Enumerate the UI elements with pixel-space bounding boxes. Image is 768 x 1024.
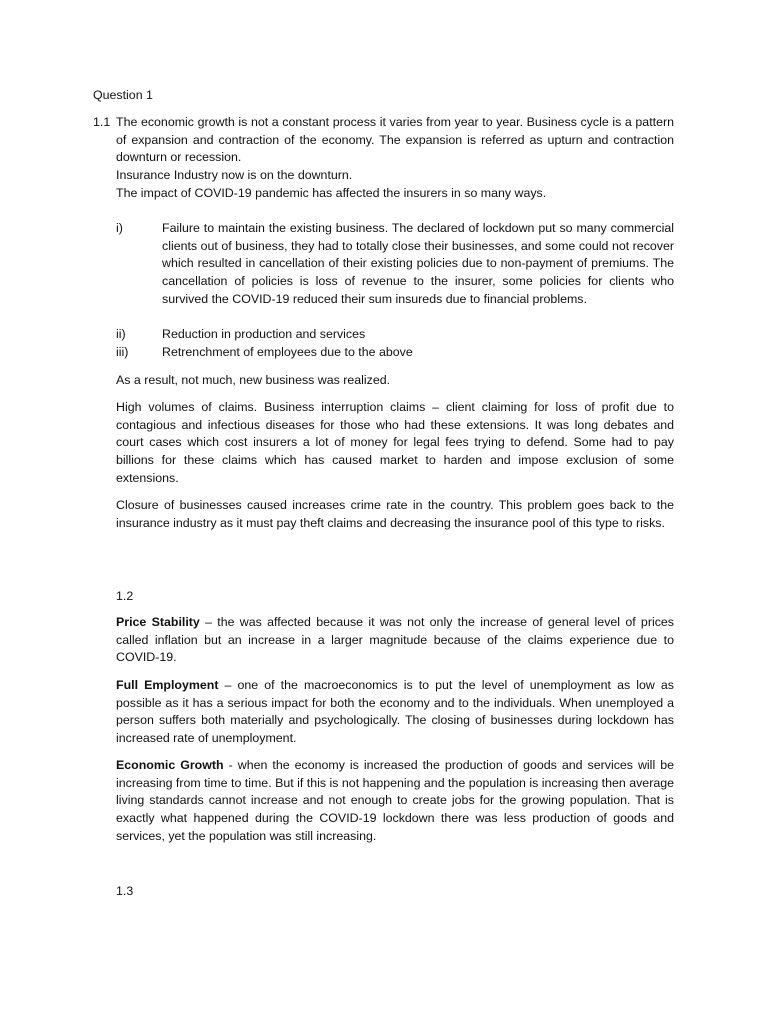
section-1-3-number: 1.3 xyxy=(116,884,134,898)
text-full-employment: – one of the macroeconomics is to put the level of unemployment as low as possible as it has a serious impact for both the economy and to the individuals. When unemployed a person suffers both materially and psychologically. The closing of businesses during lockdown has increased rate of unemployment. xyxy=(116,678,674,746)
section-1-2-number: 1.2 xyxy=(116,589,134,603)
section-1-1-intro xyxy=(116,114,674,203)
paragraph-closure: Closure of businesses caused increases crime rate in the country. This problem goes back to the insurance industry as it must pay theft claims and decreasing the insurance pool of this type to risks. xyxy=(116,498,674,530)
term-economic-growth: Economic Growth xyxy=(116,758,224,772)
list-marker-ii: ii) xyxy=(116,327,126,341)
list-item-ii: Reduction in production and services xyxy=(162,327,366,341)
list-item-i: Failure to maintain the existing business. The declared of lockdown put so many commercial clients out of business, they had to totally close their businesses, and some could not recover which resulted in cancellation of their existing policies due to non-payment of premiums. The cancellation of policies is loss of revenue to the insurer, some policies for clients who survived the COVID-19 reduced their sum insureds due to financial problems. xyxy=(162,221,674,306)
list-marker-i: i) xyxy=(116,221,123,235)
text-economic-growth: - when the economy is increased the production of goods and services will be increasing from time to time. But if this is not happening and the population is increasing then average living standards cannot increase and not enough to create jobs for the growing population. That is exactly what happened during the COVID-19 lockdown there was less production of goods and services, yet the population was still increasing. xyxy=(116,758,674,843)
intro-line-covid-impact: The impact of COVID-19 pandemic has affected the insurers in so many ways. xyxy=(116,185,547,200)
paragraph-economic-growth xyxy=(116,757,674,846)
term-price-stability: Price Stability xyxy=(116,615,200,629)
text-price-stability: – the was affected because it was not only the increase of general level of prices called inflation but an increase in a larger magnitude because of the claims experience due to COVID-19. xyxy=(116,615,674,665)
term-full-employment: Full Employment xyxy=(116,678,219,692)
list-marker-iii: iii) xyxy=(116,345,129,359)
paragraph-result: As a result, not much, new business was realized. xyxy=(116,373,391,387)
intro-paragraph: The economic growth is not a constant process it varies from year to year. Business cycle is a pattern of expansion and contraction of the economy. The expansion is referred as upturn and contraction downturn or recession. xyxy=(116,115,674,165)
paragraph-claims: High volumes of claims. Business interruption claims – client claiming for loss of profit due to contagious and infectious diseases for those who had these extensions. It was long debates and court cases which cost insurers a lot of money for legal fees trying to defend. Some had to pay billions for these claims which has caused market to harden and impose exclusion of some extensions. xyxy=(116,400,674,485)
paragraph-price-stability xyxy=(116,614,674,667)
intro-line-downturn: Insurance Industry now is on the downturn. xyxy=(116,168,353,183)
section-1-1-number: 1.1 xyxy=(93,115,111,129)
list-item-iii: Retrenchment of employees due to the above xyxy=(162,345,413,359)
question-heading: Question 1 xyxy=(93,88,153,102)
paragraph-full-employment xyxy=(116,677,674,748)
